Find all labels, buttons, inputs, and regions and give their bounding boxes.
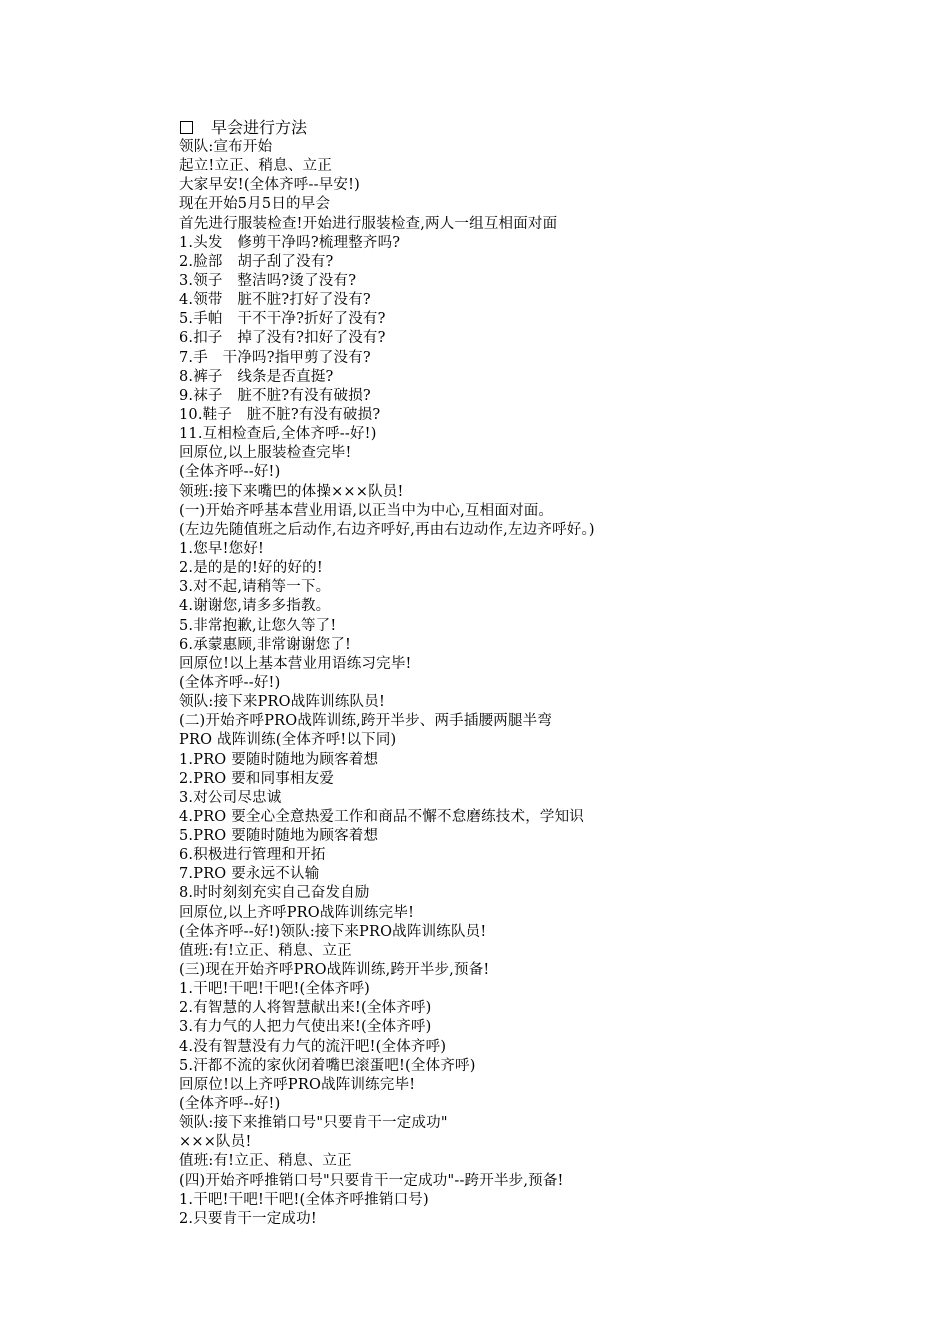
text-line: 5.非常抱歉,让您久等了! (179, 617, 337, 634)
page-title (179, 118, 899, 138)
text-line: 8.裤子 线条是否直挺? (179, 368, 334, 385)
text-line: 5.手帕 干不干净?折好了没有? (179, 311, 386, 328)
text-line: 4.谢谢您,请多多指教。 (179, 598, 331, 615)
text-line: 8.时时刻刻充实自己奋发自励 (179, 885, 370, 902)
text-line: 6.扣子 掉了没有?扣好了没有? (179, 330, 386, 347)
text-line: 首先进行服装检查!开始进行服装检查,两人一组互相面对面 (179, 215, 558, 232)
text-line: 回原位,以上服装检查完毕! (179, 445, 352, 462)
text-line: 回原位!以上基本营业用语练习完毕! (179, 655, 412, 672)
text-line: 1.您早!您好! (179, 540, 265, 557)
text-line: 3.对不起,请稍等一下。 (179, 579, 331, 596)
text-line: 值班:有!立正、稍息、立正 (179, 942, 352, 959)
text-line: 2.是的是的!好的好的! (179, 560, 323, 577)
text-line: 10.鞋子 脏不脏?有没有破损? (179, 406, 381, 423)
text-line: (全体齐呼--好!) (179, 674, 281, 691)
text-lines (179, 138, 899, 1229)
text-line: 1.干吧!干吧!干吧!(全体齐呼) (179, 981, 371, 998)
text-line: 11.互相检查后,全体齐呼--好!) (179, 426, 377, 443)
text-line: 2.PRO 要和同事相友爱 (179, 770, 335, 787)
text-line: 值班:有!立正、稍息、立正 (179, 1153, 352, 1170)
text-line: (二)开始齐呼PRO战阵训练,跨开半步、两手插腰两腿半弯 (179, 713, 553, 730)
text-line: 1.头发 修剪干净吗?梳理整齐吗? (179, 234, 401, 251)
text-line: 2.只要肯干一定成功! (179, 1210, 317, 1227)
text-line: (四)开始齐呼推销口号"只要肯干一定成功"--跨开半步,预备! (179, 1172, 564, 1189)
text-line: 5.PRO 要随时随地为顾客着想 (179, 828, 379, 845)
text-line: 2.脸部 胡子刮了没有? (179, 253, 334, 270)
text-line: 4.领带 脏不脏?打好了没有? (179, 292, 371, 309)
text-line: 起立!立正、稍息、立正 (179, 158, 333, 175)
text-line: 7.PRO 要永远不认输 (179, 866, 320, 883)
text-line: 现在开始5月5日的早会 (179, 196, 331, 213)
text-line: (左边先随值班之后动作,右边齐呼好,再由右边动作,左边齐呼好。) (179, 521, 595, 538)
text-line: 1.干吧!干吧!干吧!(全体齐呼推销口号) (179, 1191, 429, 1208)
text-line: 4.没有智慧没有力气的流汗吧!(全体齐呼) (179, 1038, 447, 1055)
text-line: 6.承蒙惠顾,非常谢谢您了! (179, 636, 352, 653)
text-line: 6.积极进行管理和开拓 (179, 847, 326, 864)
text-line: (三)现在开始齐呼PRO战阵训练,跨开半步,预备! (179, 962, 490, 979)
title-text: 早会进行方法 (211, 118, 308, 137)
text-line: 4.PRO 要全心全意热爱工作和商品不懈不怠磨练技术，学知识 (179, 808, 585, 825)
document-body (179, 118, 899, 1229)
text-line: ×××队员! (179, 1134, 252, 1151)
text-line: 回原位,以上齐呼PRO战阵训练完毕! (179, 904, 415, 921)
text-line: (全体齐呼--好!) (179, 464, 281, 481)
text-line: 2.有智慧的人将智慧献出来!(全体齐呼) (179, 1000, 432, 1017)
text-line: 3.领子 整洁吗?烫了没有? (179, 272, 357, 289)
text-line: 1.PRO 要随时随地为顾客着想 (179, 751, 379, 768)
text-line: 领队:接下来推销口号"只要肯干一定成功" (179, 1115, 448, 1132)
text-line: 5.汗都不流的家伙闭着嘴巴滚蛋吧!(全体齐呼) (179, 1057, 476, 1074)
text-line: (全体齐呼--好!) (179, 1096, 281, 1113)
text-line: 领队:宣布开始 (179, 139, 273, 155)
text-line: (一)开始齐呼基本营业用语,以正当中为中心,互相面对面。 (179, 502, 554, 519)
text-line: 回原位!以上齐呼PRO战阵训练完毕! (179, 1076, 416, 1093)
checkbox-icon (180, 121, 193, 134)
text-line: 9.袜子 脏不脏?有没有破损? (179, 387, 371, 404)
text-line: (全体齐呼--好!)领队:接下来PRO战阵训练队员! (179, 923, 487, 940)
text-line: 领班:接下来嘴巴的体操×××队员! (179, 483, 404, 500)
text-line: 3.有力气的人把力气使出来!(全体齐呼) (179, 1019, 432, 1036)
text-line: PRO 战阵训练(全体齐呼!以下同) (179, 732, 397, 749)
text-line: 7.手 干净吗?指甲剪了没有? (179, 349, 371, 366)
text-line: 大家早安!(全体齐呼--早安!) (179, 177, 360, 194)
text-line: 3.对公司尽忠诚 (179, 789, 282, 806)
text-line: 领队:接下来PRO战阵训练队员! (179, 694, 385, 711)
